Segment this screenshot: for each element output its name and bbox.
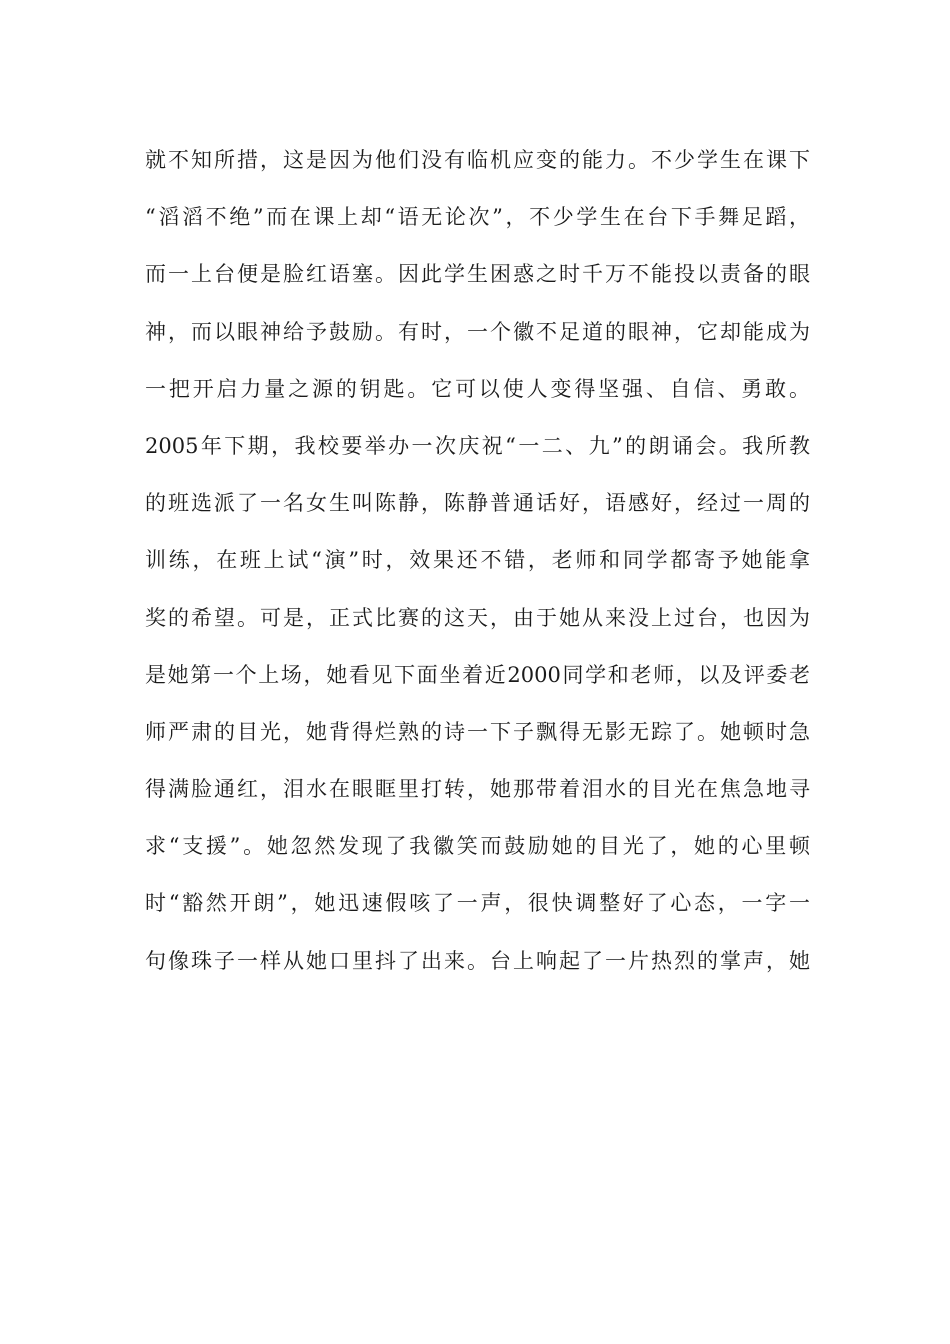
text-line-5: 一把开启力量之源的钥匙。它可以使人变得坚强、自信、勇敢。 <box>145 376 810 401</box>
text-line-14: 时“豁然开朗”，她迅速假咳了一声，很快调整好了心态，一字一 <box>145 891 810 916</box>
text-line-6: 2005年下期，我校要举办一次庆祝“一二、九”的朗诵会。我所教 <box>145 433 810 458</box>
text-line-8: 训练，在班上试“演”时，效果还不错，老师和同学都寄予她能拿 <box>145 548 810 573</box>
text-line-11: 师严肃的目光，她背得烂熟的诗一下子飘得无影无踪了。她顿时急 <box>145 719 810 744</box>
text-line-1: 就不知所措，这是因为他们没有临机应变的能力。不少学生在课下 <box>145 148 810 172</box>
text-line-10: 是她第一个上场，她看见下面坐着近2000同学和老师，以及评委老 <box>145 662 810 687</box>
text-line-9: 奖的希望。可是，正式比赛的这天，由于她从来没上过台，也因为 <box>145 605 810 630</box>
body-text <box>145 134 810 992</box>
text-line-13: 求“支援”。她忽然发现了我徽笑而鼓励她的目光了，她的心里顿 <box>145 834 810 859</box>
text-line-15: 句像珠子一样从她口里抖了出来。台上响起了一片热烈的掌声，她 <box>145 948 810 973</box>
text-line-12: 得满脸通红，泪水在眼眶里打转，她那带着泪水的目光在焦急地寻 <box>145 777 810 802</box>
text-line-3: 而一上台便是脸红语塞。因此学生困惑之时千万不能投以责备的眼 <box>145 262 810 287</box>
text-line-7: 的班选派了一名女生叫陈静，陈静普通话好，语感好，经过一周的 <box>145 491 810 516</box>
text-line-4: 神，而以眼神给予鼓励。有时，一个徽不足道的眼神，它却能成为 <box>145 319 810 344</box>
text-line-2: “滔滔不绝”而在课上却“语无论次”，不少学生在台下手舞足蹈， <box>145 205 810 230</box>
